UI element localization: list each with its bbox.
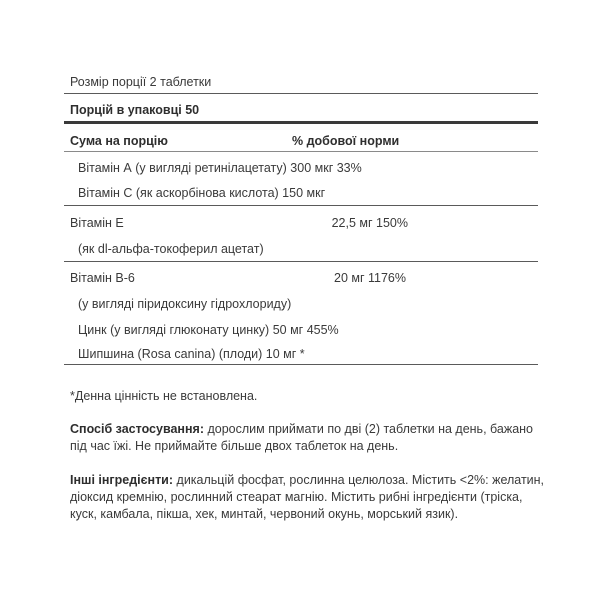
rosehip-text: Шипшина (Rosa canina) (плоди) 10 мг * [78,347,305,361]
serving-size-row [64,66,538,94]
rosehip-row [64,342,538,365]
serving-size-text: Розмір порції 2 таблетки [70,75,212,89]
daily-value-footnote: *Денна цінність не встановлена. [70,389,258,403]
vitamin-e-name: Вітамін Е [70,216,124,230]
zinc-row [64,316,538,342]
usage-label: Спосіб застосування: [70,422,204,436]
vitamin-e-value: 22,5 мг 150% [331,216,408,230]
table-header-row [64,124,538,152]
vitamin-c-text: Вітамін С (як аскорбінова кислота) 150 мкг [78,186,326,200]
zinc-text: Цинк (у вигляді глюконату цинку) 50 мг 455% [78,323,339,337]
vitamin-e-row [64,206,538,235]
vitamin-a-text: Вітамін А (у вигляді ретинілацетату) 300 мкг 33% [78,161,362,175]
usage-text: дорослим приймати по дві (2) таблетки на день, бажано під час їжі. Не приймайте більше двох таблеток на день. [70,422,534,453]
supplement-facts-table [64,66,538,365]
vitamin-e-form-row [64,235,538,262]
amount-per-serving-header: Сума на порцію [70,134,168,148]
vitamin-b6-form: (у вигляді піридоксину гідрохлориду) [78,297,292,311]
usage-paragraph [70,421,550,455]
vitamin-c-row [64,179,538,206]
other-ingredients-label: Інші інгредієнти: [70,473,174,487]
vitamin-b6-name: Вітамін В-6 [70,271,135,285]
other-ingredients-text: дикальцій фосфат, рослинна целюлоза. Містить <2%: желатин, діоксид кремнію, рослинний стеарат магнію. Містить рибні інгредієнти (тріска, куск, камбала, пікша, хек, минтай, червоний окунь, морський язик). [70,473,545,521]
vitamin-b6-row [64,262,538,290]
vitamin-b6-value: 20 мг 1176% [334,271,406,285]
servings-per-container-row [64,94,538,124]
vitamin-b6-form-row [64,290,538,316]
other-ingredients-paragraph [70,472,550,523]
servings-per-container-text: Порцій в упаковці 50 [70,103,200,117]
vitamin-e-form: (як dl-альфа-токоферил ацетат) [78,242,264,256]
daily-value-header: % добової норми [292,134,400,148]
vitamin-a-row [64,152,538,179]
